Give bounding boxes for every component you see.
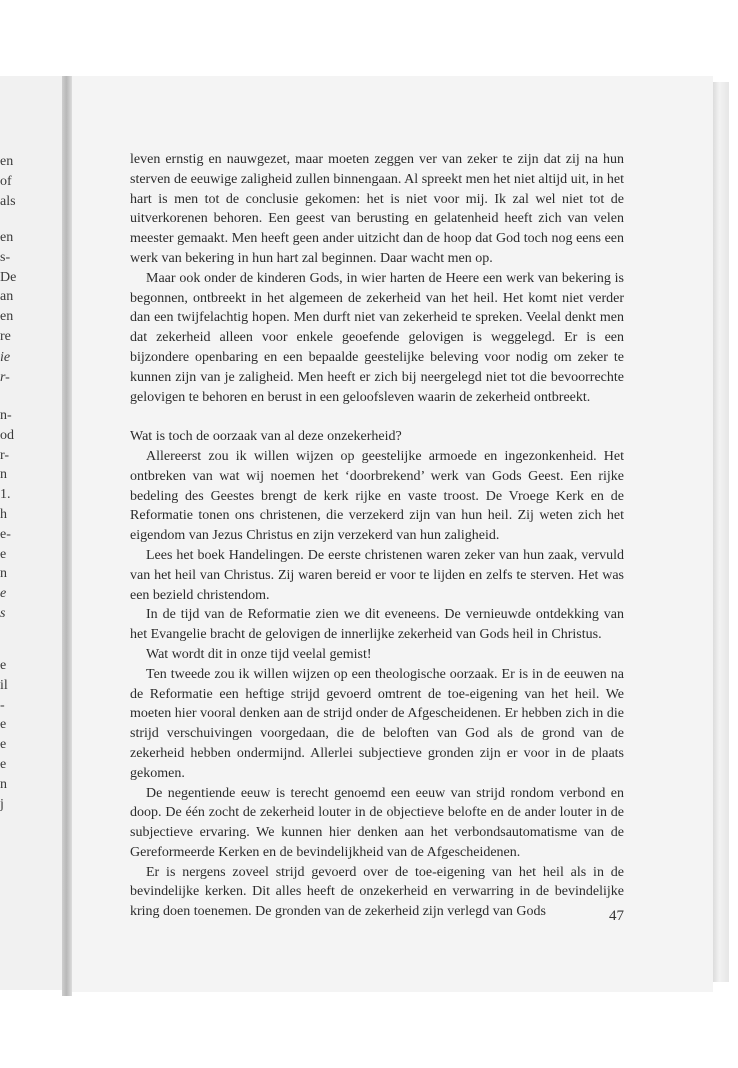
left-page-fragment: s- bbox=[0, 249, 11, 265]
left-page-fragment: re bbox=[0, 328, 11, 344]
left-page-fragment: n bbox=[0, 467, 7, 483]
left-page-fragment: n- bbox=[0, 408, 12, 423]
left-page-fragment-group bbox=[0, 406, 60, 624]
paragraph: Allereerst zou ik willen wijzen op geestelijke armoede en ingezonkenheid. Het ontbreken van wat wij noemen het ‘doorbrekend’ werk van Gods Geest. Een rijke bedeling des Geestes brengt de kerk rijke en vaste troost. De Vroege Kerk en de Reformatie tonen ons christenen, die verzekerd zijn van hun heil. Zij weten zich het eigendom van Jezus Christus en zijn verzekerd van hun zaligheid. bbox=[130, 448, 624, 544]
left-page-fragment: of bbox=[0, 173, 12, 189]
left-page-fragment: en bbox=[0, 230, 14, 245]
left-page-fragment-group bbox=[0, 152, 60, 211]
left-page-fragment: e bbox=[0, 658, 7, 673]
left-page-fragment: ie bbox=[0, 350, 11, 365]
paragraph: leven ernstig en nauwgezet, maar moeten zeggen ver van zeker te zijn dat zij na hun sterven de eeuwige zaligheid zullen binnengaan. Al spreekt men het niet altijd uit, in het hart is men tot de conclusie gekomen: het is niet voor mij. Ik zal wel niet tot de uitverkorenen behoren. Een geest van berusting en gelatenheid heeft zich van velen meester gemaakt. Men heeft geen ander uitzicht dan de hoop dat God toch nog eens een werk van bekering in hun hart zal beginnen. Daar wacht men op. bbox=[130, 152, 624, 266]
left-page-fragment: r- bbox=[0, 369, 10, 385]
left-page-fragment: als bbox=[0, 193, 16, 209]
left-page-fragment: e bbox=[0, 756, 7, 772]
left-page-fragment: n bbox=[0, 566, 7, 582]
left-page-fragment: De bbox=[0, 269, 17, 285]
page-edge bbox=[713, 82, 729, 982]
paragraph: In de tijd van de Reformatie zien we dit eveneens. De vernieuwde ontdekking van het Evangelie bracht de gelovigen de innerlijke zekerheid van Gods heil in Christus. bbox=[130, 607, 624, 643]
paragraph: Lees het boek Handelingen. De eerste christenen waren zeker van hun zaak, vervuld van het heil van Christus. Zij waren bereid er voor te lijden en zelfs te sterven. Het was een bezield christendom. bbox=[130, 547, 624, 603]
left-page-fragment: - bbox=[0, 697, 5, 713]
left-page-fragment: 1. bbox=[0, 487, 11, 503]
body-text bbox=[130, 150, 624, 922]
left-page-fragment: e bbox=[0, 737, 7, 753]
book-gutter bbox=[62, 76, 72, 996]
left-page-fragment-group bbox=[0, 228, 60, 347]
left-page-fragment-group bbox=[0, 348, 60, 388]
paragraph: De negentiende eeuw is terecht genoemd een eeuw van strijd rondom verbond en doop. De één zocht de zekerheid louter in de objectieve belofte en de ander louter in de subjectieve ervaring. We kunnen hier denken aan het verbondsautomatisme van de Gereformeerde Kerken en de bevindelijkheid van de Afgescheidenen. bbox=[130, 785, 624, 860]
paragraph: Er is nergens zoveel strijd gevoerd over de toe-eigening van het heil als in de bevindelijke kerken. Dit alles heeft de onzekerheid en verwarring in de bevindelijke kring doen toenemen. De gronden van de zekerheid zijn verlegd van Gods bbox=[130, 864, 624, 920]
left-page-fragment: il bbox=[0, 677, 8, 693]
left-page-fragment: h bbox=[0, 506, 7, 522]
left-page-edge bbox=[0, 76, 66, 990]
left-page-fragment: en bbox=[0, 309, 14, 325]
left-page-fragment: s bbox=[0, 605, 6, 621]
left-page-fragment: e- bbox=[0, 526, 11, 542]
left-page-fragment-group bbox=[0, 656, 60, 814]
left-page-fragment: an bbox=[0, 289, 14, 305]
left-page-fragment: j bbox=[0, 796, 4, 812]
left-page-fragment: en bbox=[0, 154, 14, 169]
left-page-fragment: n bbox=[0, 776, 7, 792]
left-page-fragment: e bbox=[0, 586, 7, 602]
left-page-fragment: r- bbox=[0, 447, 10, 463]
paragraph: Ten tweede zou ik willen wijzen op een theologische oorzaak. Er is in de eeuwen na de Reformatie een heftige strijd gevoerd omtrent de toe-eigening van het heil. We moeten hier vooral denken aan de strijd onder de Afgescheidenen. Er hebben zich in die strijd verschuivingen voorgedaan, die de beloften van God als de grond van de zekerheid hebben ondermijnd. Allerlei subjectieve gronden zijn er voor in de plaats gekomen. bbox=[130, 666, 624, 781]
paragraph: Wat wordt dit in onze tijd veelal gemist! bbox=[146, 646, 372, 662]
left-page-fragment: e bbox=[0, 717, 7, 733]
paragraph: Maar ook onder de kinderen Gods, in wier harten de Heere een werk van bekering is begonnen, ontbreekt in het algemeen de zekerheid van het heil. Het komt niet verder dan een twijfelachtig hopen. Men durft niet van zekerheid te spreken. Veelal denkt men dat zekerheid alleen voor enkele geoefende gelovigen is weggelegd. Er is een bijzondere openbaring en een bepaalde geestelijke beleving voor nodig om zeker te kunnen zijn van je zaligheid. Men heeft er zich bij neergelegd niet tot die bevoorrechte gelovigen te behoren en berust in een geloofsleven waarin de zekerheid ontbreekt. bbox=[130, 270, 624, 405]
page-number: 47 bbox=[609, 908, 624, 924]
left-page-fragment: e bbox=[0, 546, 7, 562]
left-page-fragment: od bbox=[0, 427, 14, 443]
paragraph: Wat is toch de oorzaak van al deze onzekerheid? bbox=[130, 429, 402, 445]
